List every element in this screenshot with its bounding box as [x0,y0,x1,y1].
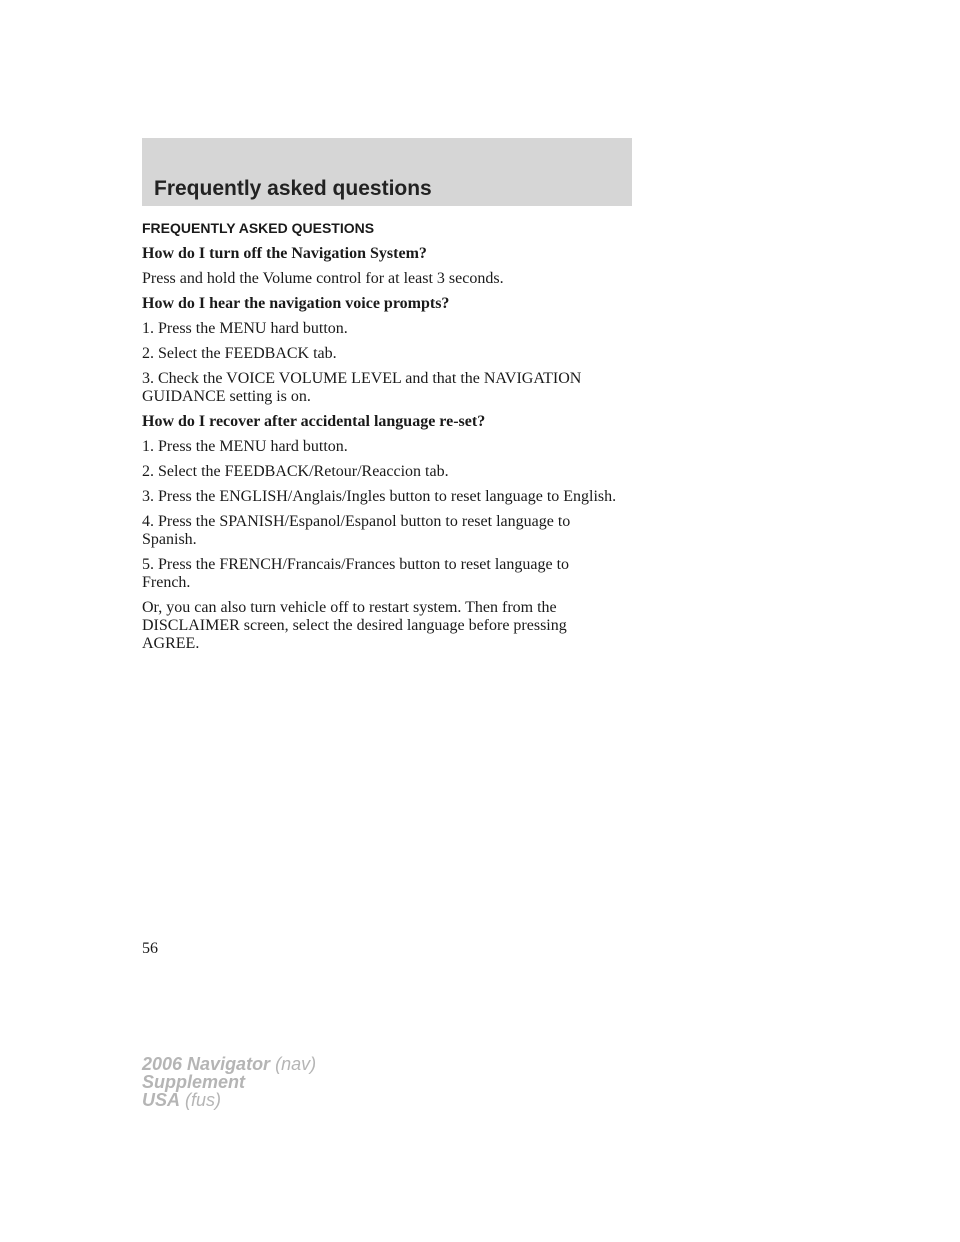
footer-market: USA [142,1090,181,1110]
section-header-bar [142,138,632,206]
footer-model: 2006 Navigator [142,1054,271,1074]
faq-step: 3. Press the ENGLISH/Anglais/Ingles button to reset language to English. [142,488,617,505]
faq-question: How do I turn off the Navigation System? [142,245,427,262]
faq-step: 2. Select the FEEDBACK/Retour/Reaccion tab. [142,463,449,480]
footer-market-code: (fus) [185,1090,222,1110]
footer-model-code: (nav) [275,1054,317,1074]
faq-question: How do I hear the navigation voice prompts? [142,295,450,312]
document-footer [142,1055,316,1109]
faq-step: 1. Press the MENU hard button. [142,438,348,455]
faq-step: 3. Check the VOICE VOLUME LEVEL and that the NAVIGATION GUIDANCE setting is on. [142,370,582,405]
page-number: 56 [142,940,158,957]
faq-answer: Press and hold the Volume control for at least 3 seconds. [142,270,504,287]
faq-step: 5. Press the FRENCH/Francais/Frances button to reset language to French. [142,556,570,591]
footer-supplement: Supplement [142,1072,246,1092]
faq-note: Or, you can also turn vehicle off to restart system. Then from the DISCLAIMER screen, select the desired language before pressing AGREE. [142,599,567,652]
page-content [142,219,642,660]
section-heading: FREQUENTLY ASKED QUESTIONS [142,220,375,236]
section-header-title: Frequently asked questions [154,177,432,200]
faq-step: 1. Press the MENU hard button. [142,320,348,337]
faq-step: 4. Press the SPANISH/Espanol/Espanol button to reset language to Spanish. [142,513,571,548]
faq-step: 2. Select the FEEDBACK tab. [142,345,337,362]
faq-question: How do I recover after accidental language re-set? [142,413,486,430]
